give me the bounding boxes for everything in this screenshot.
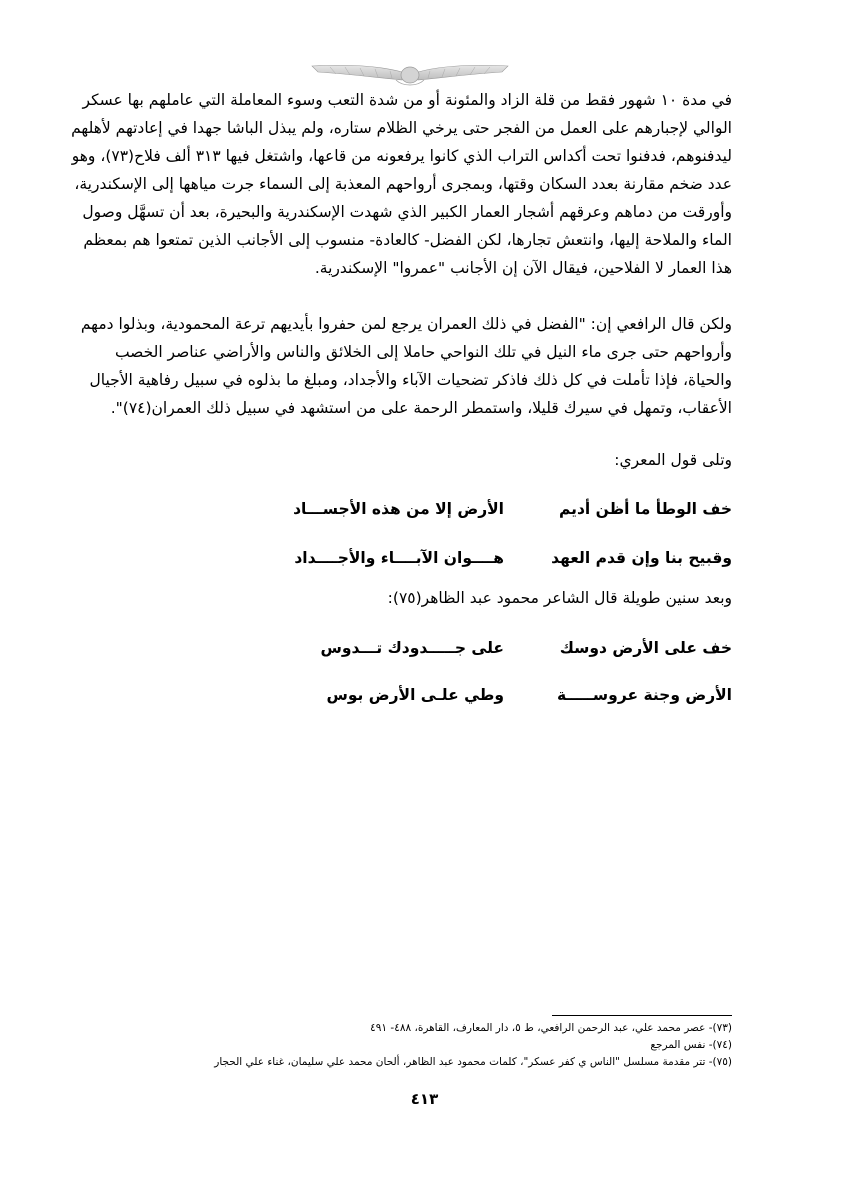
page-number: ٤١٣ — [410, 1090, 439, 1108]
footnote-74: (٧٤)- نفس المرجع — [650, 1039, 732, 1051]
footnote-73: (٧٣)- عصر محمد علي، عبد الرحمن الرافعي، ط ٥، دار المعارف، القاهرة، ٤٨٨- ٤٩١ — [370, 1022, 732, 1034]
verse-first-hemistich: وقبيح بنا وإن قدم العهد — [551, 549, 732, 567]
paragraph-line: ليدفنوهم، فدفنوا تحت أكداس التراب الذي كانوا يرفعونه من قاعها، واشتغل فيها ٣١٣ ألف فلاح(٧٣)، وهو — [71, 147, 732, 165]
paragraph-line: عدد ضخم مقارنة بعدد السكان وقتها، وبمجرى أرواحهم المعذبة إلى السماء جرت مياهها إلى الإسكندرية، — [74, 175, 732, 193]
footnote-75: (٧٥)- تتر مقدمة مسلسل "الناس ي كفر عسكر"، كلمات محمود عبد الظاهر، ألحان محمد علي سليمان، غناء علي الحجار — [214, 1056, 732, 1068]
paragraph-line: وأورقت من دماهم وعرقهم أشجار العمار الكبير الذي شهدت الإسكندرية والبحيرة، بعد أن تسهَّل وصول — [82, 203, 732, 221]
paragraph-line: هذا العمار لا الفلاحين، فيقال الآن إن الأجانب "عمروا" الإسكندرية. — [314, 259, 732, 277]
verse-first-hemistich: الأرض وجنة عروســـــة — [557, 686, 732, 704]
paragraph-line: والحياة، فإذا تأملت في كل ذلك فاذكر تضحيات الآباء والأجداد، ومبلغ ما بذلوه في سبيل رفاهية الأجيال — [89, 371, 732, 389]
paragraph-rafei-quote — [80, 310, 732, 422]
paragraph-canal-workers — [71, 86, 732, 282]
winged-sun-ornament — [310, 62, 510, 86]
verse-first-hemistich: خف على الأرض دوسك — [559, 639, 732, 657]
verse-second-hemistich: الأرض إلا من هذه الأجســـاد — [293, 500, 504, 518]
maarri-intro: وتلى قول المعري: — [614, 451, 732, 469]
paragraph-line: في مدة ١٠ شهور فقط من قلة الزاد والمئونة أو من شدة التعب وسوء المعاملة التي عاملهم بها عسكر — [82, 91, 732, 109]
footnote-separator — [552, 1015, 732, 1016]
paragraph-line: الأعقاب، وتمهل في سيرك قليلا، واستمطر الرحمة على من استشهد في سبيل ذلك العمران(٧٤)". — [110, 399, 732, 417]
footnotes — [118, 1020, 732, 1071]
verse-second-hemistich: وطي علـى الأرض بوس — [326, 686, 504, 704]
verse-second-hemistich: هــــوان الآبــــاء والأجــــداد — [294, 549, 504, 567]
abdelzaher-intro: وبعد سنين طويلة قال الشاعر محمود عبد الظاهر(٧٥): — [387, 589, 732, 607]
paragraph-line: ولكن قال الرافعي إن: "الفضل في ذلك العمران يرجع لمن حفروا بأيديهم ترعة المحمودية، وبذلوا دمهم — [80, 315, 732, 333]
verse-second-hemistich: على جـــــدودك تـــدوس — [320, 639, 504, 657]
paragraph-line: وأرواحهم حتى جرى ماء النيل في تلك النواحي حاملا إلى الخلائق والناس والأراضي عناصر الخصب — [114, 343, 732, 361]
paragraph-line: الوالي لإجبارهم على العمل من الفجر حتى يرخي الظلام ستاره، ولم يبذل الباشا جهدا في إعادتهم لأهلهم — [71, 119, 732, 137]
paragraph-line: الماء والملاحة إليها، وانتعش تجارها، لكن الفضل- كالعادة- منسوب إلى الأجانب الذين تمتعوا هم بمعظم — [83, 231, 732, 249]
verse-first-hemistich: خف الوطأ ما أظن أديم — [558, 500, 732, 518]
